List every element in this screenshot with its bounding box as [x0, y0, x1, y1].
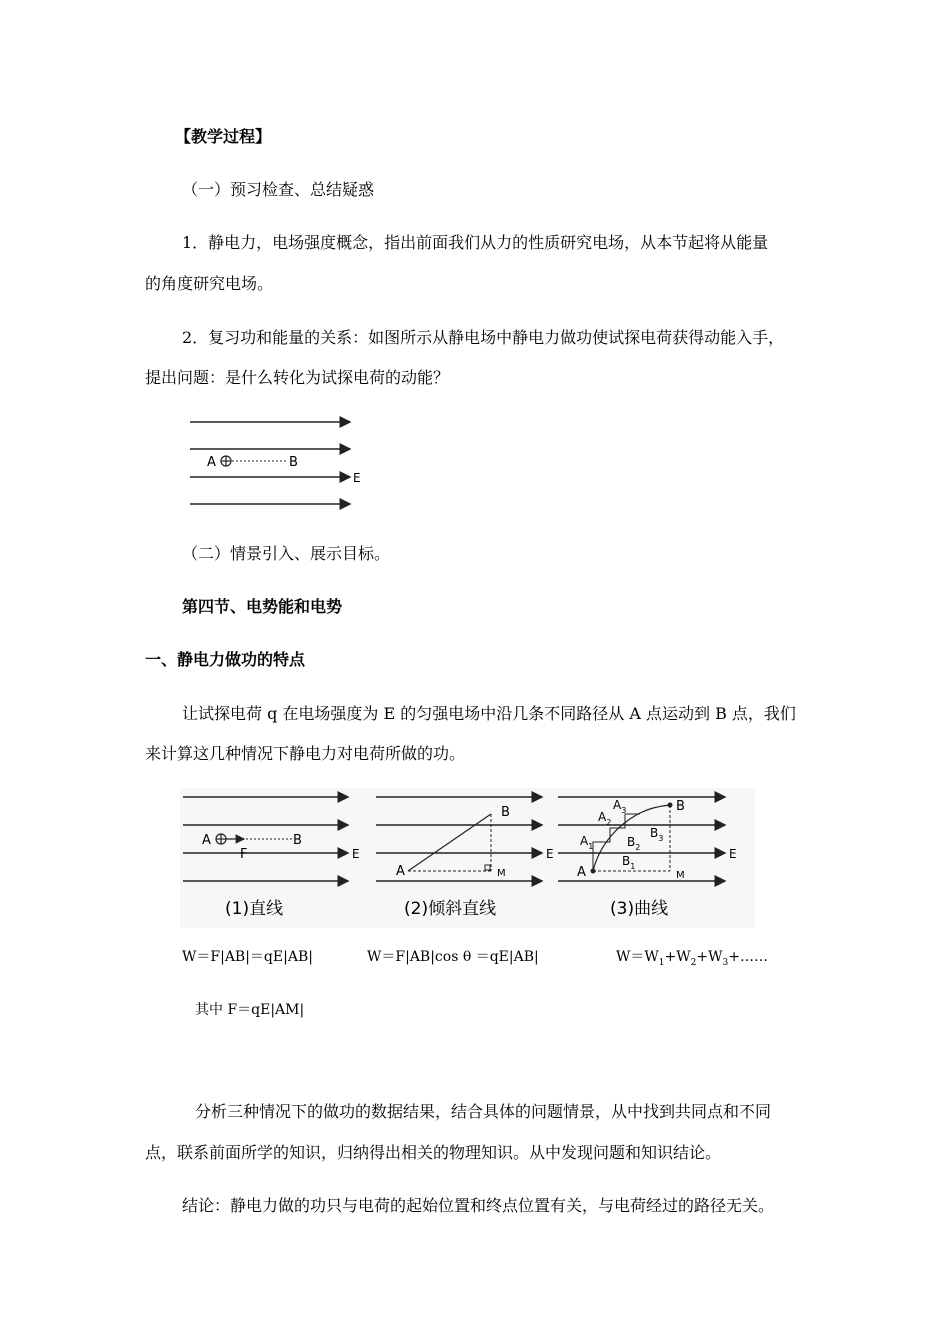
label-f: F	[240, 847, 248, 862]
label-b3: $B_3$	[650, 826, 664, 843]
part1-title: 一、静电力做功的特点	[145, 650, 306, 669]
label-b: B	[293, 833, 302, 848]
analysis-line-1: 分析三种情况下的做功的数据结果，结合具体的问题情景，从中找到共同点和不同	[195, 1102, 772, 1121]
label-a: A	[207, 455, 216, 470]
conclusion: 结论：静电力做的功只与电荷的起始位置和终点位置有关，与电荷经过的路径无关。	[182, 1196, 775, 1215]
caption-curve: (3)曲线	[610, 899, 669, 919]
caption-straight: (1)直线	[225, 899, 284, 919]
formula-inclined: W＝F|AB|cos θ ＝qE|AB|	[367, 949, 539, 965]
intro-line-2: 来计算这几种情况下静电力对电荷所做的功。	[145, 744, 466, 763]
label-a: A	[202, 833, 211, 848]
label-m: M	[497, 868, 506, 879]
label-b1: $B_1$	[622, 854, 636, 871]
formula-curve: $W=W_1+W_2+W_3+\dots\dots$	[616, 949, 768, 968]
label-a2: $A_2$	[598, 810, 612, 827]
paragraph-2-line-1: 2．复习功和能量的关系：如图所示从静电场中静电力做功使试探电荷获得动能入手，	[182, 328, 785, 347]
label-b: B	[676, 799, 685, 814]
label-a: A	[577, 865, 586, 880]
intro-line-1: 让试探电荷 q 在电场强度为 E 的匀强电场中沿几条不同路径从 A 点运动到 B 点，我们	[182, 704, 796, 723]
label-m: M	[676, 870, 685, 881]
paragraph-1-line-2: 的角度研究电场。	[145, 274, 274, 293]
heading: 【教学过程】	[175, 127, 272, 146]
label-e: E	[352, 847, 360, 861]
paragraph-2-line-2: 提出问题：是什么转化为试探电荷的动能？	[145, 368, 450, 387]
formula-straight: W＝F|AB|＝qE|AB|	[182, 949, 313, 965]
formula-where: 其中 F＝qE|AM|	[195, 1002, 305, 1018]
label-e: E	[546, 847, 554, 861]
label-b2: $B_2$	[627, 835, 641, 852]
section2-title: （二）情景引入、展示目标。	[182, 544, 391, 563]
label-a3: $A_3$	[613, 798, 627, 815]
label-e: E	[353, 471, 361, 485]
label-a1: $A_1$	[580, 834, 594, 851]
caption-inclined: (2)倾斜直线	[404, 899, 497, 919]
label-b: B	[501, 805, 510, 820]
section1-title: （一）预习检查、总结疑惑	[182, 180, 375, 199]
lesson-title: 第四节、电势能和电势	[182, 597, 343, 616]
figure-three-paths	[180, 788, 755, 928]
label-b: B	[289, 455, 298, 470]
label-a: A	[396, 864, 405, 879]
figure-uniform-field	[185, 412, 370, 517]
label-e: E	[729, 847, 737, 861]
analysis-line-2: 点，联系前面所学的知识，归纳得出相关的物理知识。从中发现问题和知识结论。	[145, 1143, 722, 1162]
paragraph-1-line-1: 1．静电力，电场强度概念，指出前面我们从力的性质研究电场，从本节起将从能量	[182, 233, 769, 252]
